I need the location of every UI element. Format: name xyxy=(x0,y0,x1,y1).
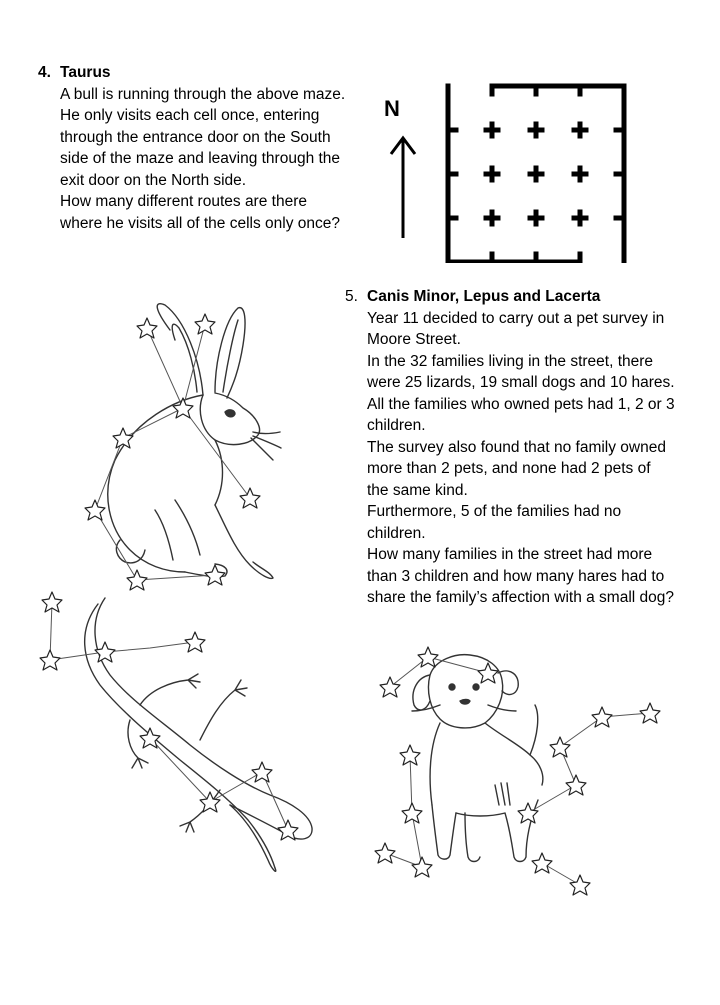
problem-4-line: He only visits each cell once, entering xyxy=(60,107,320,124)
hare-illustration xyxy=(75,300,290,600)
north-arrow-icon xyxy=(388,132,418,242)
north-label: N xyxy=(384,96,400,121)
problem-5-line: The survey also found that no family owned xyxy=(367,438,666,456)
problem-5-title: Canis Minor, Lepus and Lacerta xyxy=(367,288,601,305)
problem-5-line: the same kind. xyxy=(367,481,468,499)
problem-5-line: Moore Street. xyxy=(367,331,461,348)
problem-4-line: How many different routes are there xyxy=(60,193,307,210)
problem-5-line: were 25 lizards, 19 small dogs and 10 hares. xyxy=(367,374,675,391)
problem-4-line: where he visits all of the cells only once? xyxy=(60,214,341,232)
problem-5-line: Furthermore, 5 of the families had no xyxy=(367,503,622,520)
problem-4-line: through the entrance door on the South xyxy=(60,128,331,146)
problem-4-number: 4. xyxy=(38,64,51,81)
lizard-illustration xyxy=(30,590,325,890)
problem-5 xyxy=(345,286,705,609)
problem-5-line: All the families who owned pets had 1, 2 or 3 xyxy=(367,395,675,413)
problem-5-line: children. xyxy=(367,417,426,434)
problem-5-line: more than 2 pets, and none had 2 pets of xyxy=(367,460,651,477)
problem-4-text xyxy=(60,84,368,235)
dog-illustration xyxy=(370,635,670,905)
problem-5-number: 5. xyxy=(345,288,358,305)
maze-diagram xyxy=(440,78,635,263)
problem-5-line: children. xyxy=(367,524,426,542)
problem-5-line: than 3 children and how many hares had to xyxy=(367,567,665,585)
problem-4-line: side of the maze and leaving through the xyxy=(60,150,341,167)
problem-5-line: How many families in the street had more xyxy=(367,546,653,563)
problem-5-line: share the family’s affection with a small dog? xyxy=(367,589,675,606)
problem-4-title: Taurus xyxy=(60,64,111,81)
problem-5-text xyxy=(367,308,705,609)
problem-4 xyxy=(38,62,368,234)
problem-5-line: Year 11 decided to carry out a pet survey in xyxy=(367,309,665,327)
problem-4-line: exit door on the North side. xyxy=(60,171,247,189)
problem-5-line: In the 32 families living in the street, there xyxy=(367,352,654,370)
problem-4-line: A bull is running through the above maze. xyxy=(60,85,346,103)
